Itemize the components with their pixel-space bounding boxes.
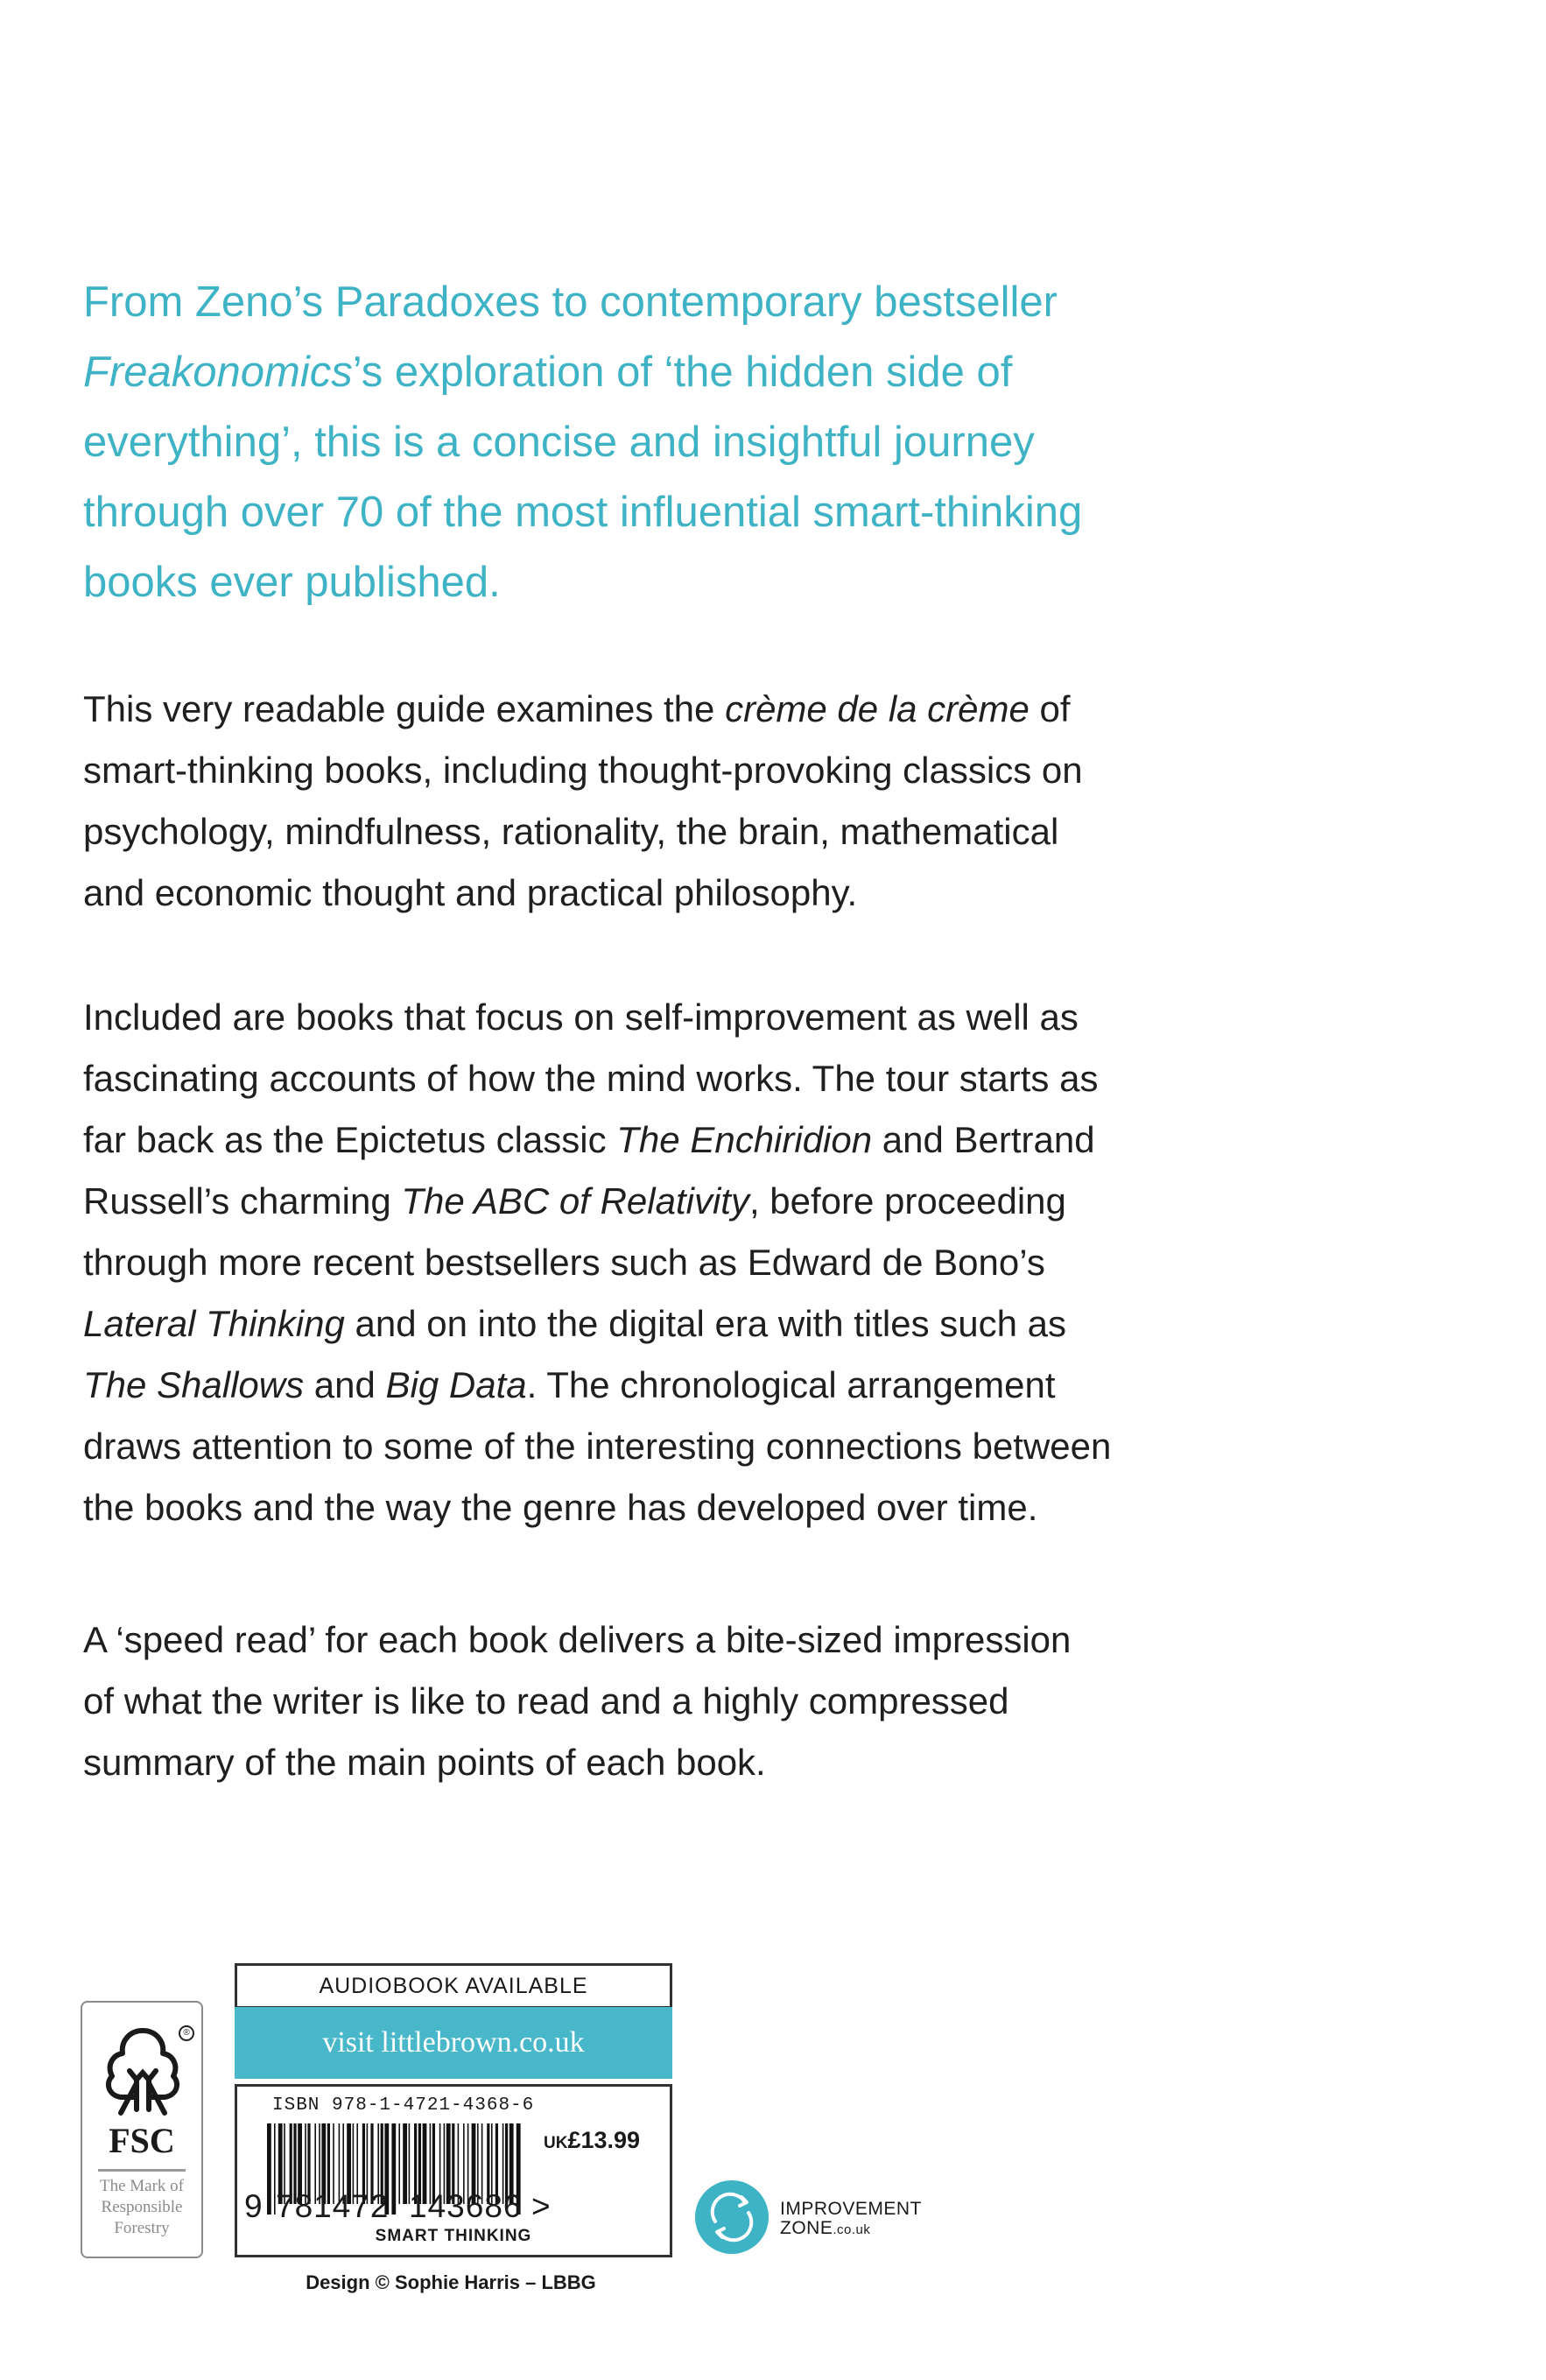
fsc-logo <box>81 2001 203 2258</box>
intro-line: books ever published. <box>83 559 501 606</box>
intro-line: everything’, this is a concise and insightful journey <box>83 419 1035 466</box>
improvement-zone-line2 <box>780 2219 922 2240</box>
fsc-tagline-line: Responsible <box>101 2198 183 2216</box>
fsc-tagline-line: The Mark of <box>99 2177 185 2195</box>
fsc-tree-icon <box>95 2022 191 2118</box>
body-paragraph-2 <box>83 987 1396 1539</box>
paragraph-line: summary of the main points of each book. <box>83 1742 766 1783</box>
improvement-zone-line1: IMPROVEMENT <box>780 2199 922 2219</box>
paragraph-line: fascinating accounts of how the mind works. The tour starts as <box>83 1058 1099 1099</box>
body-paragraph-1 <box>83 679 1396 924</box>
paragraph-line: Russell’s charming The ABC of Relativity, before proceeding <box>83 1180 1066 1222</box>
barcode-tail-mark: > <box>531 2188 552 2224</box>
paragraph-line: The Shallows and Big Data. The chronological arrangement <box>83 1364 1056 1405</box>
paragraph-line: This very readable guide examines the crème de la crème of <box>83 688 1071 729</box>
price <box>544 2127 640 2154</box>
paragraph-line: and economic thought and practical philosophy. <box>83 872 858 913</box>
italic-title: crème de la crème <box>725 688 1029 729</box>
barcode-category: SMART THINKING <box>375 2227 532 2245</box>
audiobook-label: AUDIOBOOK AVAILABLE <box>235 1963 672 2009</box>
paragraph-line: the books and the way the genre has developed over time. <box>83 1487 1038 1528</box>
fsc-divider <box>98 2169 186 2172</box>
title-freakonomics: Freakonomics <box>83 349 353 396</box>
intro-paragraph <box>83 267 1309 617</box>
registered-mark: ® <box>179 2025 194 2041</box>
italic-title: Lateral Thinking <box>83 1303 345 1344</box>
price-value: £13.99 <box>567 2127 641 2153</box>
paragraph-line: through more recent bestsellers such as Edward de Bono’s <box>83 1242 1045 1283</box>
paragraph-line: Included are books that focus on self-improvement as well as <box>83 996 1079 1038</box>
paragraph-line: psychology, mindfulness, rationality, the brain, mathematical <box>83 811 1059 852</box>
improvement-zone-logo-icon <box>694 2179 769 2255</box>
body-paragraph-3 <box>83 1609 1396 1793</box>
intro-line-rest: ’s exploration of ‘the hidden side of <box>352 349 1013 396</box>
italic-title: Big Data <box>385 1364 527 1405</box>
isbn-text: ISBN 978-1-4721-4368-6 <box>272 2095 535 2116</box>
website-banner: visit littlebrown.co.uk <box>235 2007 672 2079</box>
paragraph-line: smart-thinking books, including thought-provoking classics on <box>83 750 1083 791</box>
improvement-zone-wordmark <box>780 2200 922 2240</box>
fsc-tagline-line: Forestry <box>114 2219 170 2237</box>
paragraph-line: draws attention to some of the interesting connections between <box>83 1426 1112 1467</box>
fsc-tagline <box>82 2176 201 2239</box>
fsc-letters: FSC <box>109 2121 175 2160</box>
barcode-main-digits: 781472 143686 <box>276 2188 523 2224</box>
italic-title: The ABC of Relativity <box>401 1180 749 1222</box>
paragraph-line: Lateral Thinking and on into the digital era with titles such as <box>83 1303 1066 1344</box>
paragraph-line: A ‘speed read’ for each book delivers a bite-sized impression <box>83 1619 1072 1660</box>
barcode-lead-digit: 9 <box>244 2188 264 2224</box>
improvement-zone-suffix: .co.uk <box>833 2222 871 2237</box>
design-credit: Design © Sophie Harris – LBBG <box>306 2271 596 2293</box>
italic-title: The Enchiridion <box>616 1119 873 1160</box>
improvement-zone-zone: ZONE <box>780 2218 833 2238</box>
paragraph-line: far back as the Epictetus classic The Enchiridion and Bertrand <box>83 1119 1095 1160</box>
intro-line <box>83 337 1309 407</box>
italic-title: The Shallows <box>83 1364 305 1405</box>
barcode-box <box>235 2084 672 2257</box>
intro-line: through over 70 of the most influential smart-thinking <box>83 489 1083 536</box>
price-currency: UK <box>544 2134 568 2152</box>
paragraph-line: of what the writer is like to read and a highly compressed <box>83 1680 1009 1722</box>
intro-line: From Zeno’s Paradoxes to contemporary bestseller <box>83 278 1058 326</box>
